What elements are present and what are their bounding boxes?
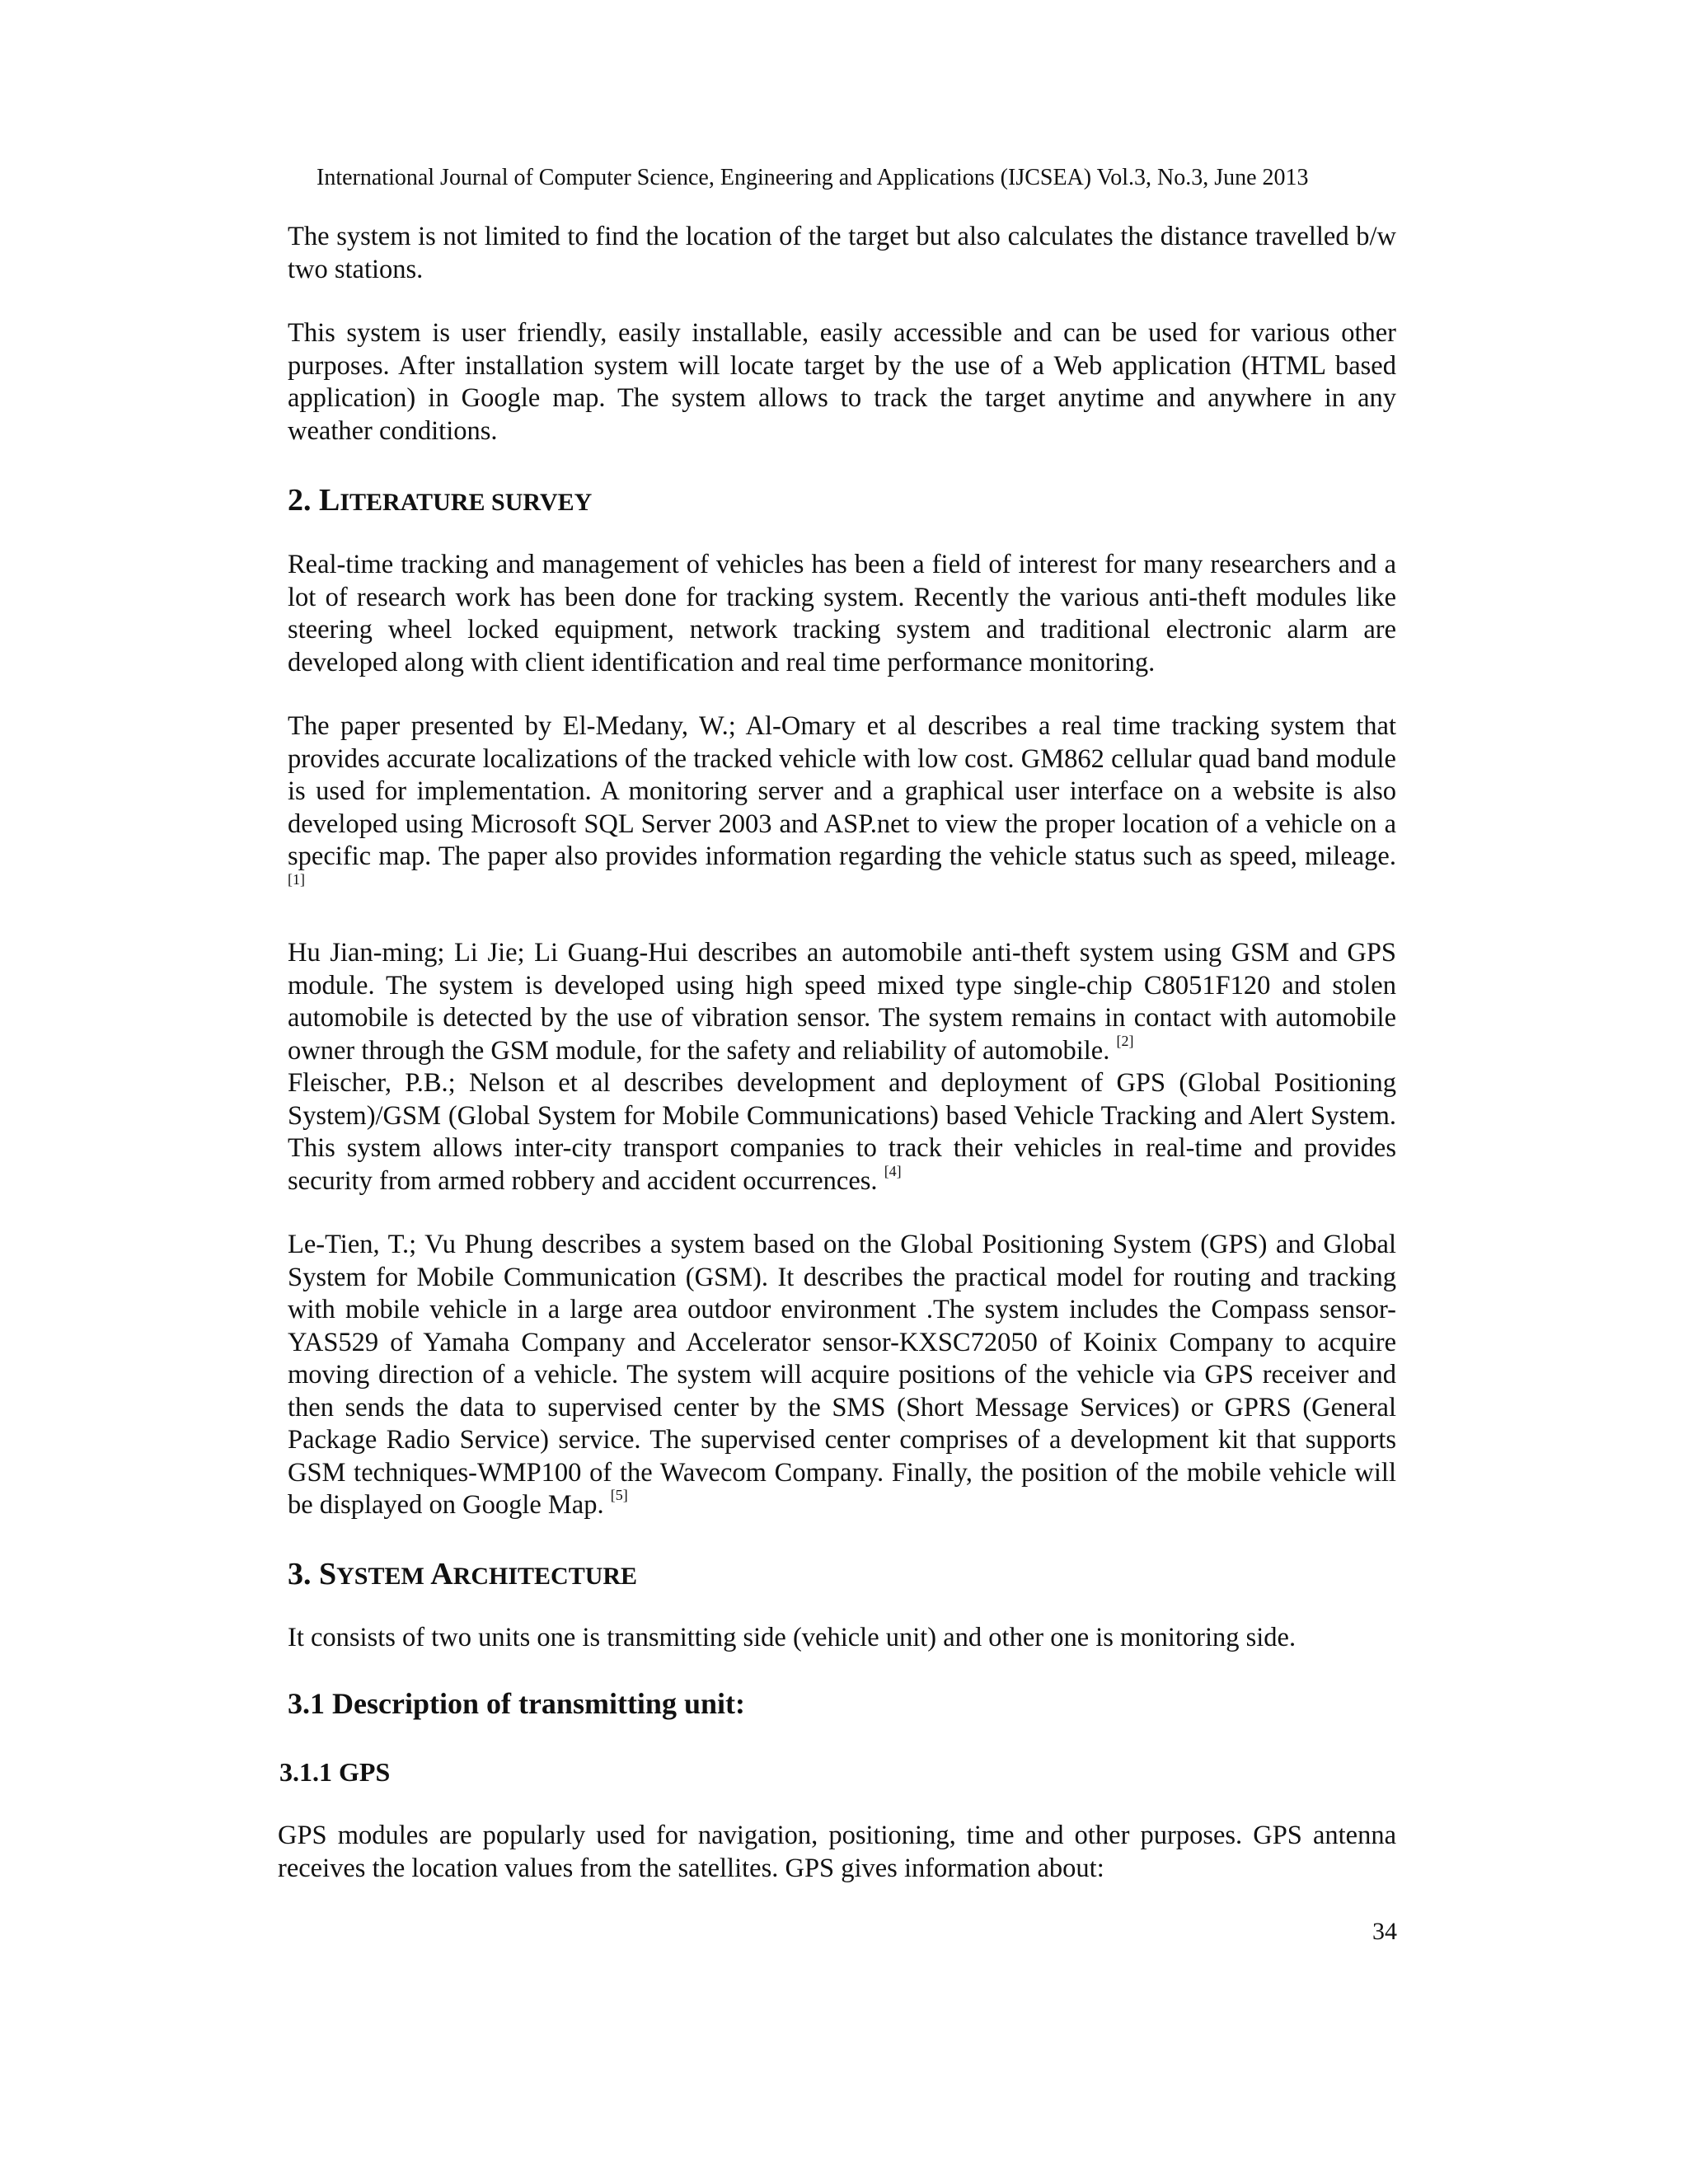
section-3-number: 3. [288, 1557, 312, 1591]
running-header: International Journal of Computer Science, Engineering and Applications (IJCSEA) Vol.3, No.3, June 2013 [316, 165, 1309, 190]
section-2-number: 2. [288, 483, 312, 518]
section-3-title-ystem: YSTEM [336, 1563, 424, 1590]
section-3-title-a: A [430, 1557, 453, 1591]
section-3-title-rchitecture: RCHITECTURE [452, 1563, 638, 1590]
section-3-heading [288, 1556, 637, 1595]
section-2-title-initial: L [319, 483, 340, 518]
section-2-paragraph-5 [288, 1229, 1396, 1522]
subsection-3-1-heading: 3.1 Description of transmitting unit: [288, 1687, 745, 1720]
section-3-paragraph-2: GPS modules are popularly used for navigation, positioning, time and other purposes. GPS antenna receives the location values from the satellites. GPS gives information about: [278, 1821, 1396, 1883]
intro-paragraph-2: This system is user friendly, easily installable, easily accessible and can be used for various other purposes. After installation system will locate target by the use of a Web application (HTML based application) in Google map. The system allows to track the target anytime and anywhere in any weather conditions. [288, 318, 1396, 446]
section-2-paragraph-2-text: The paper presented by El-Medany, W.; Al-Omary et al describes a real time tracking system that provides accurate localizations of the tracked vehicle with low cost. GM862 cellular quad band module is used for implementation. A monitoring server and a graphical user interface on a website is also developed using Microsoft SQL Server 2003 and ASP.net to view the proper location of a vehicle on a specific map. The paper also provides information regarding the vehicle status such as speed, mileage. [288, 711, 1396, 871]
section-2-paragraph-3-text: Hu Jian-ming; Li Jie; Li Guang-Hui describes an automobile anti-theft system using GSM and GPS module. The system is developed using high speed mixed type single-chip C8051F120 and stolen automobile is detected by the use of vibration sensor. The system remains in contact with automobile owner through the GSM module, for the safety and reliability of automobile. [288, 938, 1396, 1066]
citation-ref-2: [2] [1116, 1032, 1134, 1049]
section-2-title-rest: ITERATURE SURVEY [340, 489, 593, 516]
citation-ref-1: [1] [288, 870, 305, 888]
citation-ref-5: [5] [610, 1487, 628, 1504]
section-2-paragraph-4-text: Fleischer, P.B.; Nelson et al describes development and deployment of GPS (Global Positioning System)/GSM (Global System for Mobile Communications) based Vehicle Tracking and Alert System. This system allows inter-city transport companies to track their vehicles in real-time and provides security from armed robbery and accident occurrences. [288, 1068, 1396, 1196]
section-2-paragraph-1: Real-time tracking and management of vehicles has been a field of interest for many researchers and a lot of research work has been done for tracking system. Recently the various anti-theft modules like steering wheel locked equipment, network tracking system and traditional electronic alarm are developed along with client identification and real time performance monitoring. [288, 550, 1396, 677]
section-3-title-s: S [319, 1557, 337, 1591]
page-number: 34 [1372, 1918, 1397, 1945]
section-2-paragraph-3 [288, 937, 1396, 1067]
intro-paragraph-1: The system is not limited to find the location of the target but also calculates the distance travelled b/w two stations. [288, 222, 1396, 284]
citation-ref-4: [4] [884, 1162, 902, 1179]
section-2-heading [288, 482, 592, 521]
section-2-paragraph-4 [288, 1067, 1396, 1197]
section-3-paragraph-1: It consists of two units one is transmitting side (vehicle unit) and other one is monitoring side. [288, 1623, 1296, 1652]
section-2-paragraph-5-text: Le-Tien, T.; Vu Phung describes a system based on the Global Positioning System (GPS) and Global System for Mobile Communication (GSM). It describes the practical model for routing and tracking with mobile vehicle in a large area outdoor environment .The system includes the Compass sensor-YAS529 of Yamaha Company and Accelerator sensor-KXSC72050 of Koinix Company to acquire moving direction of a vehicle. The system will acquire positions of the vehicle via GPS receiver and then sends the data to supervised center by the SMS (Short Message Services) or GPRS (General Package Radio Service) service. The supervised center comprises of a development kit that supports GSM techniques-WMP100 of the Wavecom Company. Finally, the position of the mobile vehicle will be displayed on Google Map. [288, 1230, 1396, 1520]
subsection-3-1-1-heading: 3.1.1 GPS [279, 1757, 391, 1787]
section-2-paragraph-2 [288, 710, 1396, 906]
